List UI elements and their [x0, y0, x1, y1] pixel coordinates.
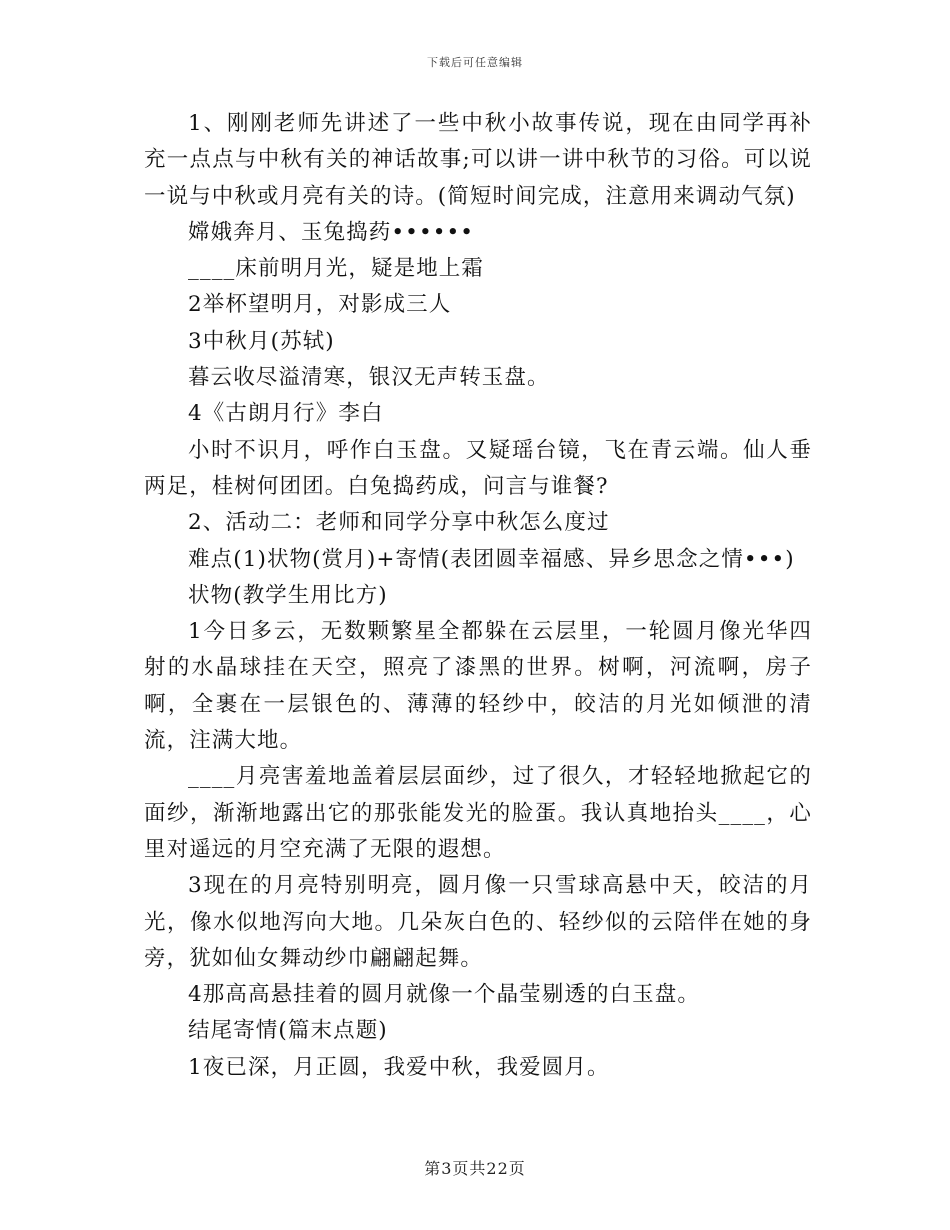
paragraph-example-1: 1今日多云，无数颗繁星全都躲在云层里，一轮圆月像光华四射的水晶球挂在天空，照亮了漆黑的世界。树啊，河流啊，房子啊，全裹在一层银色的、薄薄的轻纱中，皎洁的月光如倾泄的清流，注满大地。 [144, 619, 812, 754]
paragraph-description-heading: 状物(教学生用比方) [188, 582, 388, 608]
paragraph-poem-2: 2举杯望明月，对影成三人 [188, 292, 452, 318]
page-header: 下载后可任意编辑 [427, 56, 523, 69]
page-number: 第3页共22页 [424, 1159, 526, 1178]
document-body [144, 106, 812, 1086]
paragraph-activity-two: 2、活动二：老师和同学分享中秋怎么度过 [188, 510, 610, 536]
paragraph-ending-example: 1夜已深，月正圆，我爱中秋，我爱圆月。 [188, 1054, 610, 1080]
paragraph-poem-4-text: 小时不识月，呼作白玉盘。又疑瑶台镜，飞在青云端。仙人垂两足，桂树何团团。白兔捣药成，问言与谁餐? [144, 437, 812, 499]
paragraph-example-3: 3现在的月亮特别明亮，圆月像一只雪球高悬中天，皎洁的月光，像水似地泻向大地。几朵灰白色的、轻纱似的云陪伴在她的身旁，犹如仙女舞动纱巾翩翩起舞。 [144, 873, 812, 971]
paragraph-poem-1: ____床前明月光，疑是地上霜 [188, 256, 485, 282]
paragraph-ending-heading: 结尾寄情(篇末点题) [188, 1018, 388, 1044]
paragraph-example-2: ____月亮害羞地盖着层层面纱，过了很久，才轻轻地掀起它的面纱，渐渐地露出它的那张能发光的脸蛋。我认真地抬头____，心里对遥远的月空充满了无限的遐想。 [144, 764, 812, 862]
paragraph-intro-activity: 1、刚刚老师先讲述了一些中秋小故事传说，现在由同学再补充一点点与中秋有关的神话故事;可以讲一讲中秋节的习俗。可以说一说与中秋或月亮有关的诗。(简短时间完成，注意用来调动气氛) [144, 111, 812, 209]
paragraph-poem-4-title: 4《古朗月行》李白 [188, 401, 384, 427]
paragraph-myths: 嫦娥奔月、玉兔捣药•••••• [188, 219, 475, 245]
paragraph-poem-3-title: 3中秋月(苏轼) [188, 328, 335, 354]
paragraph-example-4: 4那高高悬挂着的圆月就像一个晶莹剔透的白玉盘。 [188, 982, 700, 1008]
paragraph-poem-3-line: 暮云收尽溢清寒，银汉无声转玉盘。 [188, 365, 550, 391]
paragraph-difficulty: 难点(1)状物(赏月)+寄情(表团圆幸福感、异乡思念之情•••) [188, 546, 795, 572]
